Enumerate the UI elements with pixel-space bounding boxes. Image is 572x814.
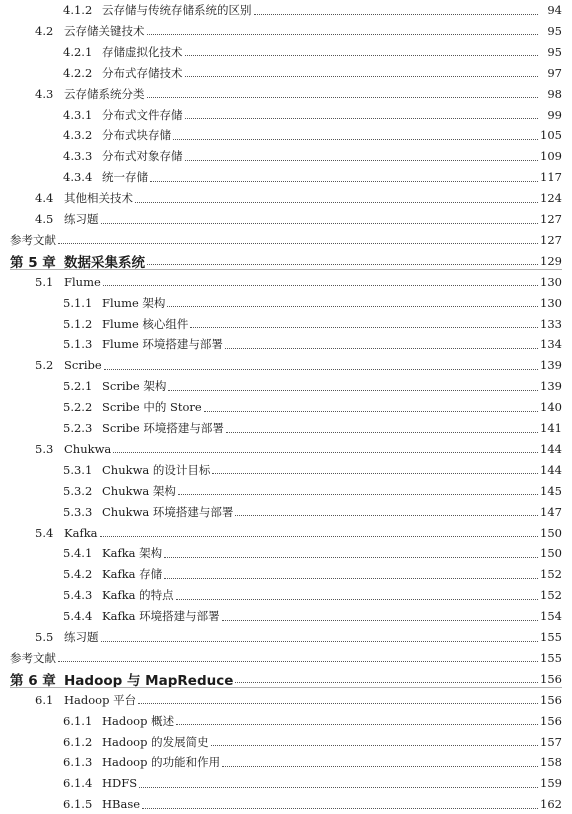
dot-leader	[190, 327, 538, 328]
toc-entry-page: 117	[540, 170, 562, 185]
toc-entry-number: 5.4.2	[63, 567, 93, 582]
toc-entry-number: 4.3.2	[63, 128, 93, 143]
toc-entry-title: Kafka 架构	[102, 546, 163, 561]
dot-leader	[58, 661, 538, 662]
dot-leader	[222, 620, 538, 621]
toc-entry-page: 144	[540, 462, 562, 477]
toc-entry[interactable]	[0, 21, 562, 41]
toc-entry[interactable]	[0, 460, 562, 480]
toc-entry-title: Kafka	[64, 525, 98, 540]
dot-leader	[226, 432, 538, 433]
toc-entry-title: 云存储与传统存储系统的区别	[102, 3, 252, 17]
toc-entry-title: 参考文献	[10, 232, 56, 247]
dot-leader	[185, 76, 539, 77]
toc-entry[interactable]	[0, 794, 562, 814]
toc-entry-number: 5.2	[35, 358, 54, 373]
toc-entry-title: Hadoop 与 MapReduce	[64, 672, 234, 689]
toc-entry[interactable]	[0, 188, 562, 208]
toc-entry-number: 第 6 章	[10, 672, 56, 689]
toc-entry-title: Kafka 存储	[102, 567, 163, 582]
toc-entry-number: 4.3.1	[63, 107, 93, 122]
toc-entry-number: 4.2.2	[63, 65, 93, 80]
toc-entry-title: 数据采集系统	[64, 254, 145, 271]
toc-entry-number: 6.1	[35, 692, 54, 707]
toc-entry[interactable]	[0, 585, 562, 605]
toc-entry-number: 5.4.1	[63, 546, 93, 561]
dot-leader	[178, 494, 538, 495]
toc-chapter-entry[interactable]	[0, 669, 562, 689]
dot-leader	[147, 264, 538, 265]
toc-entry-page: 147	[540, 504, 562, 519]
toc-entry-title: 练习题	[64, 212, 99, 226]
toc-entry-page: 155	[540, 630, 562, 644]
toc-entry-title: Hadoop 概述	[102, 713, 175, 728]
dot-leader	[101, 223, 539, 224]
toc-entry[interactable]	[0, 752, 562, 772]
toc-entry[interactable]	[0, 167, 562, 187]
toc-entry-number: 4.3.3	[63, 149, 93, 164]
toc-entry-title: 其他相关技术	[64, 191, 133, 206]
toc-entry[interactable]	[0, 418, 562, 438]
dot-leader	[100, 536, 538, 537]
toc-entry-number: 4.2.1	[63, 44, 93, 59]
toc-entry-page: 141	[540, 421, 562, 435]
dot-leader	[225, 348, 538, 349]
toc-entry-title: Hadoop 的功能和作用	[102, 755, 221, 770]
toc-entry[interactable]	[0, 0, 562, 20]
dot-leader	[135, 202, 538, 203]
chapter-divider	[10, 687, 562, 688]
toc-entry-number: 5.3.3	[63, 504, 93, 519]
toc-entry-title: Hadoop 的发展简史	[102, 734, 209, 749]
toc-entry-page: 139	[540, 379, 562, 394]
toc-entry-title: HDFS	[102, 776, 138, 791]
dot-leader	[138, 703, 538, 704]
toc-entry[interactable]	[0, 564, 562, 584]
dot-leader	[167, 306, 538, 307]
toc-entry-page: 129	[540, 253, 562, 268]
toc-entry[interactable]	[0, 314, 562, 334]
dot-leader	[204, 411, 538, 412]
toc-entry-page: 150	[540, 546, 562, 561]
toc-entry[interactable]	[0, 293, 562, 313]
toc-entry-page: 156	[540, 671, 562, 686]
toc-entry-page: 99	[547, 107, 562, 122]
toc-entry-number: 5.5	[35, 630, 54, 644]
toc-entry-title: HBase	[102, 797, 141, 812]
toc-entry-number: 5.3.2	[63, 483, 93, 498]
toc-entry-page: 150	[540, 525, 562, 540]
toc-entry-page: 140	[540, 400, 562, 415]
toc-entry-number: 5.1.3	[63, 337, 93, 352]
toc-entry-title: Scribe	[64, 358, 102, 373]
toc-entry-number: 5.1	[35, 274, 54, 289]
toc-entry[interactable]	[0, 272, 562, 292]
toc-entry[interactable]	[0, 397, 562, 417]
toc-entry-page: 152	[540, 567, 562, 582]
dot-leader	[142, 808, 538, 809]
toc-entry-title: Chukwa 环境搭建与部署	[102, 504, 234, 519]
toc-entry[interactable]	[0, 355, 562, 375]
toc-entry[interactable]	[0, 105, 562, 125]
toc-entry-page: 156	[540, 692, 562, 707]
toc-entry-number: 6.1.1	[63, 713, 93, 728]
toc-entry[interactable]	[0, 627, 562, 647]
toc-entry[interactable]	[0, 230, 562, 250]
toc-entry-page: 97	[547, 65, 562, 80]
toc-entry-page: 127	[540, 212, 562, 226]
toc-entry-title: Chukwa 的设计目标	[102, 462, 211, 477]
toc-entry-page: 124	[540, 191, 562, 206]
toc-entry-title: 分布式对象存储	[102, 149, 183, 164]
toc-entry-number: 5.2.1	[63, 379, 93, 394]
toc-entry-title: Scribe 环境搭建与部署	[102, 421, 224, 435]
toc-entry-title: Scribe 架构	[102, 379, 167, 394]
toc-entry-page: 105	[540, 128, 562, 143]
toc-entry-title: Kafka 环境搭建与部署	[102, 609, 220, 624]
toc-entry-title: 云存储关键技术	[64, 23, 145, 38]
toc-entry-page: 94	[547, 3, 562, 17]
toc-entry-page: 154	[540, 609, 562, 624]
toc-entry-page: 133	[540, 316, 562, 331]
toc-entry[interactable]	[0, 648, 562, 668]
toc-entry[interactable]	[0, 146, 562, 166]
dot-leader	[164, 578, 538, 579]
dot-leader	[113, 452, 538, 453]
toc-entry[interactable]	[0, 543, 562, 563]
dot-leader	[147, 97, 539, 98]
dot-leader	[211, 745, 538, 746]
toc-entry-number: 6.1.4	[63, 776, 93, 791]
toc-entry[interactable]	[0, 773, 562, 793]
toc-entry-title: Flume 环境搭建与部署	[102, 337, 223, 352]
chapter-divider	[10, 269, 562, 270]
dot-leader	[235, 515, 538, 516]
toc-entry-title: 统一存储	[102, 170, 148, 185]
toc-entry-number: 第 5 章	[10, 254, 56, 271]
toc-entry-title: 分布式块存储	[102, 128, 171, 143]
toc-entry-number: 5.1.1	[63, 295, 93, 310]
toc-entry-number: 6.1.2	[63, 734, 93, 749]
toc-entry[interactable]	[0, 84, 562, 104]
dot-leader	[176, 599, 538, 600]
toc-entry-page: 157	[540, 734, 562, 749]
dot-leader	[104, 369, 538, 370]
toc-entry-page: 95	[547, 44, 562, 59]
toc-entry-number: 5.1.2	[63, 316, 93, 331]
toc-entry[interactable]	[0, 209, 562, 229]
toc-entry-number: 4.5	[35, 212, 54, 226]
toc-entry-title: Flume	[64, 274, 101, 289]
toc-entry[interactable]	[0, 439, 562, 459]
dot-leader	[58, 243, 538, 244]
toc-entry-number: 4.3	[35, 86, 54, 101]
toc-entry-page: 162	[540, 797, 562, 812]
toc-entry-number: 5.3	[35, 441, 54, 456]
toc-entry-title: Scribe 中的 Store	[102, 400, 202, 415]
dot-leader	[164, 557, 538, 558]
toc-entry-number: 4.1.2	[63, 3, 93, 17]
toc-entry-number: 6.1.3	[63, 755, 93, 770]
toc-entry-page: 145	[540, 483, 562, 498]
toc-entry-number: 4.2	[35, 23, 54, 38]
toc-entry-title: Kafka 的特点	[102, 588, 174, 603]
toc-entry-page: 152	[540, 588, 562, 603]
toc-entry-page: 155	[540, 650, 562, 665]
toc-entry-page: 144	[540, 441, 562, 456]
toc-entry[interactable]	[0, 125, 562, 145]
toc-entry-number: 5.2.3	[63, 421, 93, 435]
toc-entry-title: 存储虚拟化技术	[102, 44, 183, 59]
toc-entry-page: 159	[540, 776, 562, 791]
toc-entry-title: Flume 架构	[102, 295, 166, 310]
dot-leader	[185, 118, 539, 119]
toc-entry-page: 130	[540, 274, 562, 289]
toc-chapter-entry[interactable]	[0, 251, 562, 271]
toc-entry-page: 95	[547, 23, 562, 38]
dot-leader	[176, 724, 538, 725]
dot-leader	[222, 766, 538, 767]
toc-entry-title: 参考文献	[10, 650, 56, 665]
toc-entry-title: Hadoop 平台	[64, 692, 137, 707]
toc-entry-number: 5.4	[35, 525, 54, 540]
toc-entry-number: 5.3.1	[63, 462, 93, 477]
dot-leader	[150, 181, 538, 182]
toc-entry-title: 云存储系统分类	[64, 86, 145, 101]
toc-entry-title: 练习题	[64, 630, 99, 644]
toc-entry-title: Chukwa 架构	[102, 483, 176, 498]
toc-entry-page: 139	[540, 358, 562, 373]
dot-leader	[212, 473, 538, 474]
dot-leader	[168, 390, 538, 391]
toc-entry-title: Flume 核心组件	[102, 316, 189, 331]
toc-entry-page: 109	[540, 149, 562, 164]
toc-entry-page: 98	[547, 86, 562, 101]
dot-leader	[101, 641, 539, 642]
toc-entry[interactable]	[0, 690, 562, 710]
toc-entry-number: 5.2.2	[63, 400, 93, 415]
dot-leader	[147, 34, 539, 35]
toc-entry[interactable]	[0, 481, 562, 501]
dot-leader	[103, 285, 538, 286]
toc-entry-number: 5.4.4	[63, 609, 93, 624]
toc-entry[interactable]	[0, 334, 562, 354]
toc-entry-title: 分布式文件存储	[102, 107, 183, 122]
toc-entry-page: 130	[540, 295, 562, 310]
toc-entry-title: 分布式存储技术	[102, 65, 183, 80]
toc-entry-title: Chukwa	[64, 441, 112, 456]
dot-leader	[235, 682, 538, 683]
toc-entry[interactable]	[0, 732, 562, 752]
toc-entry-number: 5.4.3	[63, 588, 93, 603]
toc-entry-page: 158	[540, 755, 562, 770]
dot-leader	[254, 14, 539, 15]
toc-entry-number: 6.1.5	[63, 797, 93, 812]
toc-entry[interactable]	[0, 376, 562, 396]
toc-entry-page: 156	[540, 713, 562, 728]
toc-entry[interactable]	[0, 523, 562, 543]
toc-entry-page: 127	[540, 232, 562, 247]
toc-entry-number: 4.3.4	[63, 170, 93, 185]
toc-entry[interactable]	[0, 502, 562, 522]
toc-entry[interactable]	[0, 606, 562, 626]
toc-entry-number: 4.4	[35, 191, 54, 206]
dot-leader	[185, 55, 539, 56]
dot-leader	[185, 160, 539, 161]
toc-entry[interactable]	[0, 711, 562, 731]
toc-entry[interactable]	[0, 63, 562, 83]
dot-leader	[173, 139, 538, 140]
toc-entry[interactable]	[0, 42, 562, 62]
toc-entry-page: 134	[540, 337, 562, 352]
dot-leader	[139, 787, 538, 788]
